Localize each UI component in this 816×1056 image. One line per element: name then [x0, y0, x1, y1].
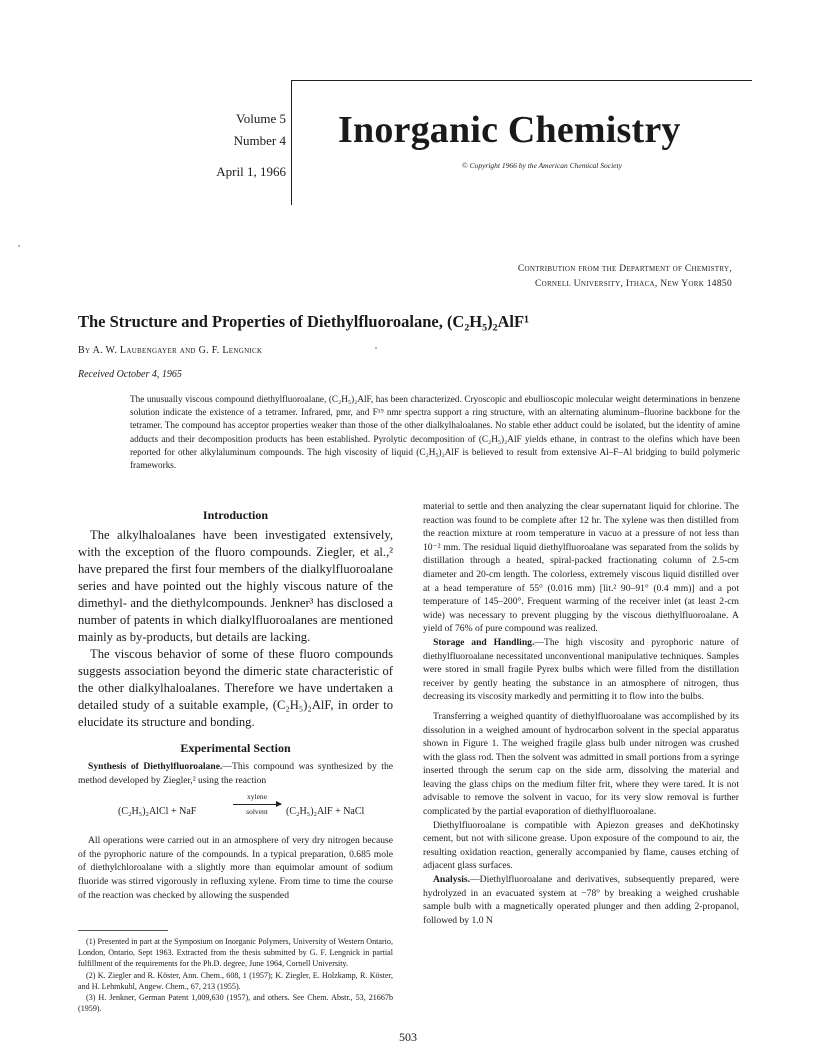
scan-speck	[18, 245, 20, 247]
analysis-runin-heading: Analysis.	[433, 874, 471, 886]
storage-paragraph	[423, 636, 739, 704]
analysis-text: —Diethylfluoroalane and derivatives, subsequently prepared, were hydrolyzed in an evacuated system at −78° by breaking a weighed crushable sample bulb with a magnetically operated plunger and then adding 2-propanol, followed by 1.0 N	[423, 874, 739, 926]
right-column	[423, 500, 739, 927]
synthesis-paragraph-2: All operations were carried out in an atmosphere of very dry nitrogen because of the pyrophoric nature of the compounds. In a typical preparation, 0.685 mole of diethylchloroalane with a slightly more than equimolar amount of sodium fluoride was stirred vigorously in refluxing xylene. From time to time the course of the reaction was checked by allowing the suspended	[78, 835, 393, 901]
footnotes	[78, 936, 393, 1014]
intro-paragraph-1: The alkylhaloalanes have been investigated extensively, with the exception of the fluoro compounds. Ziegler, et al.,² have prepared the first four members of the dialkylfluoroalane series and have pointed out the highly viscous nature of the dimethyl- and the diethylcompounds. Jenkner³ has disclosed a number of patents in which dialkylfluoroalanes are mentioned mainly as by-products, but details are lacking.	[78, 528, 393, 644]
issue-date: April 1, 1966	[216, 164, 286, 179]
reaction-equation	[78, 792, 393, 826]
left-column	[78, 508, 393, 902]
contribution-line-1: Contribution from the Department of Chemistry,	[517, 264, 732, 274]
experimental-heading: Experimental Section	[180, 741, 291, 755]
footnote-2: (2) K. Ziegler and R. Köster, Ann. Chem., 608, 1 (1957); K. Ziegler, E. Holzkamp, R. Köster, and H. Lehmkuhl, Angew. Chem., 67, 213 (1955).	[78, 970, 393, 991]
analysis-paragraph	[423, 873, 739, 927]
right-paragraph-1: material to settle and then analyzing the clear supernatant liquid for chlorine. The reaction was found to be complete after 12 hr. The xylene was then distilled from the reaction mixture at room temperature in vacuo at a pressure of not less than 10⁻² mm. The residual liquid diethylfluoroalane was separated from the solids by distillation through a heated, spiral-packed fractionating column of 2.5-cm diameter and 20-cm length. The colorless, extremely viscous liquid distilled over at a head temperature of 55° (0.016 mm) [lit.² 90–91° (0.4 mm)] and a pot temperature of 145–200°. Frequent warming of the receiver inlet (at least 2-cm wide) was necessary to prevent plugging by the viscous diethylfluoroalane. A yield of 76% of pure compound was realized.	[423, 501, 739, 635]
contribution-line-2: Cornell University, Ithaca, New York 14850	[534, 279, 732, 289]
equation-reactants: (C₂H₅)₂AlCl + NaF	[118, 806, 197, 818]
volume-label: Volume 5	[236, 111, 286, 126]
scan-speck	[375, 347, 377, 349]
issue-number: Number 4	[233, 133, 286, 148]
synthesis-runin-heading: Synthesis of Diethylfluoroalane.	[88, 761, 223, 772]
copyright-notice: © Copyright 1966 by the American Chemical Society	[462, 161, 622, 170]
received-date: Received October 4, 1965	[78, 369, 182, 380]
storage-runin-heading: Storage and Handling.	[433, 636, 535, 648]
introduction-heading: Introduction	[202, 508, 269, 522]
footnote-3: (3) H. Jenkner, German Patent 1,009,630 (1957), and others. See Chem. Abstr., 53, 21667b (1959).	[78, 993, 393, 1014]
article-title: The Structure and Properties of Diethylfluoroalane, (C₂H₅)₂AlF¹	[78, 312, 530, 331]
intro-paragraph-2: The viscous behavior of some of these fluoro compounds suggests association beyond the dimeric state characteristic of the other dialkylhaloalanes. Therefore we have undertaken a detailed study of a suitable example, (C₂H₅)₂AlF, in order to elucidate its structure and bonding.	[78, 647, 393, 729]
footnote-1: (1) Presented in part at the Symposium on Inorganic Polymers, University of Western Ontario, London, Ontario, Sept 1963. Extracted from the thesis submitted by G. F. Lengnick in partial fulfillment of the requirements for the Ph.D. degree, June 1964, Cornell University.	[78, 937, 393, 969]
arrow-label-below: solvent	[246, 807, 268, 817]
arrow-label-above: xylene	[247, 792, 267, 802]
storage-text: —The high viscosity and pyrophoric nature of diethylfluoroalane necessitated unconventional manipulative techniques. Samples were stored in small fragile Pyrex bulbs which were filled from the distillation receiver by gently heating the substance in an atmosphere of nitrogen, thus decreasing its viscosity markedly and permitting it to flow into the bulbs.	[423, 636, 739, 703]
abstract: The unusually viscous compound diethylfluoroalane, (C₂H₅)₂AlF, has been characterized. Cryoscopic and ebullioscopic molecular weight determinations in benzene solution indicate the existence of a tetramer. Infrared, pmr, and F¹⁹ nmr spectra support a ring structure, with an alternating aluminum–fluorine backbone for the tetramer. The compound has acceptor properties weaker than those of the other dialkylhaloalanes. No stable ether adduct could be isolated, but the identity of amine adducts and their decomposition products has been established. Pyrolytic decomposition of (C₂H₅)₂AlF yields ethane, in contrast to the olefins which have been reported for other alkylaluminum compounds. The high viscosity of liquid (C₂H₅)₂AlF is believed to result from extensive Al–F–Al bridging to build polymeric frameworks.	[130, 394, 740, 471]
right-paragraph-4: Diethylfluoroalane is compatible with Apiezon greases and deKhotinsky cement, but not with silicone grease. Upon exposure of the compound to air, the resulting oxidation reaction, generally accompanied by flame, causes etching of adjacent glass surfaces.	[423, 819, 739, 872]
journal-title: Inorganic Chemistry	[338, 109, 681, 151]
page-number: 503	[399, 1030, 417, 1044]
equation-products: (C₂H₅)₂AlF + NaCl	[286, 806, 365, 818]
synthesis-paragraph	[78, 760, 393, 787]
article-authors: By A. W. Laubengayer and G. F. Lengnick	[78, 345, 263, 356]
synthesis-text: —This compound was synthesized by the method developed by Ziegler,² using the reaction	[78, 761, 393, 786]
arrow-icon	[233, 804, 281, 805]
reaction-arrow	[233, 792, 281, 816]
right-paragraph-3: Transferring a weighed quantity of diethylfluoroalane was accomplished by its dissolution in a weighed amount of hydrocarbon solvent in the special apparatus shown in Figure 1. The weighed fragile glass bulb under nitrogen was crushed with the glass rod. Then the solvent was admitted in small portions from a syringe inserted through the serum cap on the side arm, dissolving the material and leaving the glass chips on the medium filter frit, where they were tared. It is not advisable to remove the solvent in vacuo, for its very slow removal is further complicated by the partial evaporation of diethylfluoroalane.	[423, 710, 739, 818]
footnote-rule	[78, 930, 168, 931]
